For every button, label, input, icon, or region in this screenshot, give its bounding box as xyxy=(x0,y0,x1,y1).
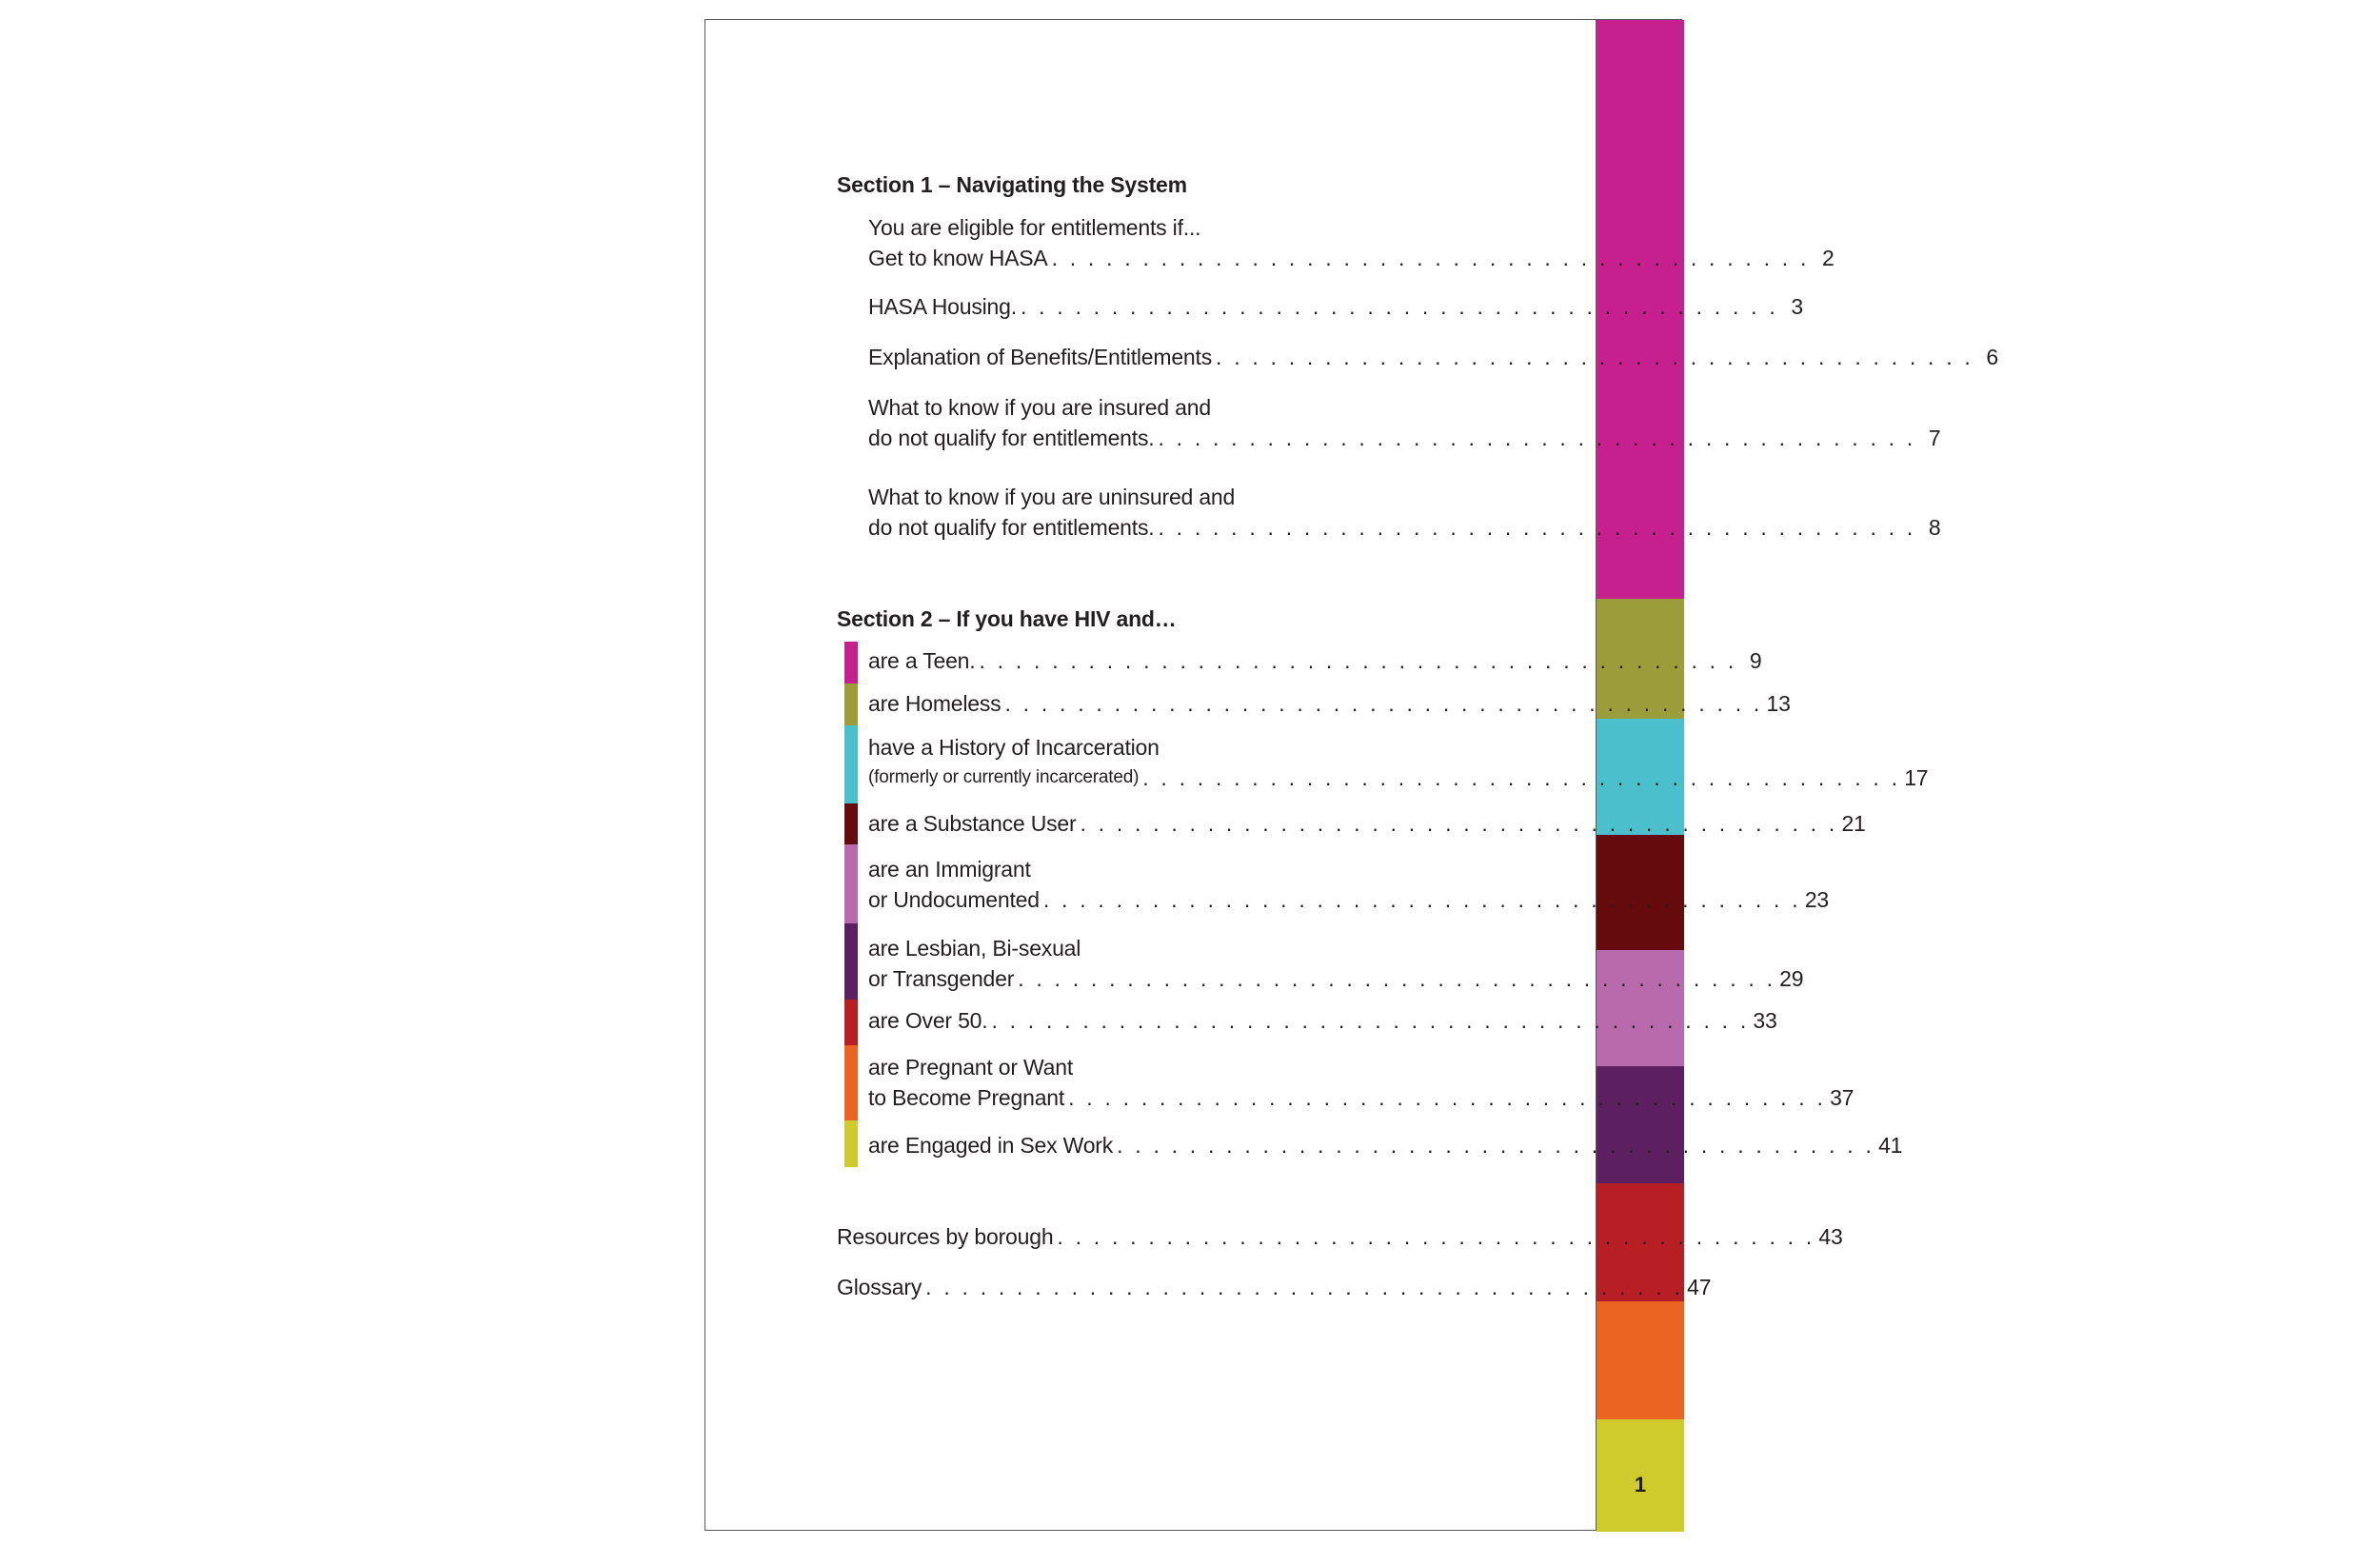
toc-page-number: 8 xyxy=(1928,515,1941,540)
toc-page-number: 21 xyxy=(1841,811,1866,836)
toc-entry-title: to Become Pregnant xyxy=(868,1085,1065,1110)
toc-page-number: 9 xyxy=(1749,648,1762,673)
toc-entry-line1: What to know if you are insured and xyxy=(868,395,1211,420)
toc-entry-line1: are Pregnant or Want xyxy=(868,1055,1074,1080)
toc-entry[interactable] xyxy=(868,1130,1903,1160)
toc-entry-resources[interactable] xyxy=(837,1221,1843,1252)
page-number: 1 xyxy=(1634,1473,1647,1496)
toc-entry-title: (formerly or currently incarcerated) xyxy=(868,767,1140,787)
toc-page-number: 6 xyxy=(1986,345,1998,369)
toc-page-number: 47 xyxy=(1687,1275,1712,1299)
dot-leader: . . . . . . . . . . . . . . . . . . . . . . . . . . . . . . . . . . . . . . . . . . xyxy=(991,1008,1750,1033)
toc-page-number: 41 xyxy=(1878,1133,1903,1158)
toc-entry-line1: are Lesbian, Bi-sexual xyxy=(868,936,1081,961)
dot-leader: . . . . . . . . . . . . . . . . . . . . . . . . . . . . . . . . . . . . . . . . . . xyxy=(1068,1085,1827,1110)
toc-entry[interactable] xyxy=(868,933,1804,994)
toc-entry-line1: What to know if you are uninsured and xyxy=(868,485,1236,509)
color-bar-pregnant xyxy=(844,1045,858,1120)
toc-entry[interactable] xyxy=(868,1005,1777,1036)
toc-entry-title: are Homeless xyxy=(868,691,1002,716)
toc-entry-title: or Undocumented xyxy=(868,887,1040,912)
dot-leader: . . . . . . . . . . . . . . . . . . . . . . . . . . . . . . . . . . . . . . . . . . xyxy=(1020,294,1778,319)
toc-entry-title: are Engaged in Sex Work xyxy=(868,1133,1114,1158)
toc-entry-line1: You are eligible for entitlements if... xyxy=(868,215,1201,240)
toc-entry-title: are Over 50. xyxy=(868,1008,988,1033)
color-bar-sex-work xyxy=(844,1120,858,1167)
toc-page-number: 17 xyxy=(1904,765,1929,790)
dot-leader: . . . . . . . . . . . . . . . . . . . . . . . . . . . . . . . . . . . . . . . . . . xyxy=(1117,1133,1875,1158)
dot-leader: . . . . . . . . . . . . . . . . . . . . . . . . . . . . . . . . . . . . . . . . . . xyxy=(1042,887,1801,912)
toc-page-number: 43 xyxy=(1818,1224,1843,1249)
toc-entry[interactable] xyxy=(868,212,1835,273)
toc-page xyxy=(704,19,1998,1531)
toc-entry[interactable] xyxy=(868,808,1866,839)
toc-entry-title: Get to know HASA xyxy=(868,246,1048,270)
toc-page-number: 2 xyxy=(1821,246,1835,270)
toc-entry[interactable] xyxy=(868,688,1791,719)
toc-page-number: 7 xyxy=(1928,426,1941,450)
toc-entry[interactable] xyxy=(868,291,1803,322)
color-bar-substance-user xyxy=(844,803,858,844)
dot-leader: . . . . . . . . . . . . . . . . . . . . . . . . . . . . . . . . . . . . . . . . . . xyxy=(1216,345,1973,369)
toc-entry-title: Glossary xyxy=(837,1275,922,1299)
dot-leader: . . . . . . . . . . . . . . . . . . . . . . . . . . . . . . . . . . . . . . . . . . xyxy=(1051,246,1810,270)
toc-entry[interactable] xyxy=(868,732,1929,793)
toc-entry[interactable] xyxy=(868,1052,1854,1113)
dot-leader: . . . . . . . . . . . . . . . . . . . . . . . . . . . . . . . . . . . . . . . . . . xyxy=(1004,691,1763,716)
toc-entry-title: Resources by borough xyxy=(837,1224,1054,1249)
toc-entry-title: do not qualify for entitlements. xyxy=(868,426,1155,450)
tab-pregnant[interactable] xyxy=(1597,1419,1684,1532)
toc-entry[interactable] xyxy=(868,342,1998,372)
toc-page-number: 29 xyxy=(1779,966,1804,991)
toc-entry[interactable] xyxy=(868,645,1762,676)
toc-entry-title: are a Substance User xyxy=(868,811,1077,836)
toc-entry[interactable] xyxy=(868,854,1830,915)
tab-over-50[interactable] xyxy=(1597,1301,1684,1419)
toc-entry-title: or Transgender xyxy=(868,966,1015,991)
dot-leader: . . . . . . . . . . . . . . . . . . . . . . . . . . . . . . . . . . . . . . . . . . xyxy=(979,648,1737,673)
dot-leader: . . . . . . . . . . . . . . . . . . . . . . . . . . . . . . . . . . . . . . . . . . xyxy=(1018,966,1776,991)
section-1-heading: Section 1 – Navigating the System xyxy=(837,172,1187,197)
color-bar-lgbt xyxy=(844,923,858,1000)
toc-entry[interactable] xyxy=(868,482,1941,543)
toc-page-number: 33 xyxy=(1753,1008,1777,1033)
toc-entry-title: HASA Housing. xyxy=(868,294,1017,319)
toc-page-number: 13 xyxy=(1766,691,1791,716)
toc-entry-line1: are an Immigrant xyxy=(868,857,1031,882)
color-bar-over-50 xyxy=(844,1000,858,1045)
dot-leader: . . . . . . . . . . . . . . . . . . . . . . . . . . . . . . . . . . . . . . . . . . xyxy=(1080,811,1838,836)
toc-page-number: 3 xyxy=(1791,294,1803,319)
dot-leader: . . . . . . . . . . . . . . . . . . . . . . . . . . . . . . . . . . . . . . . . . . xyxy=(1158,515,1916,540)
toc-entry-title: do not qualify for entitlements. xyxy=(868,515,1155,540)
toc-entry-glossary[interactable] xyxy=(837,1272,1712,1302)
color-bar-immigrant xyxy=(844,844,858,923)
color-bar-homeless xyxy=(844,684,858,725)
toc-entry[interactable] xyxy=(868,392,1941,453)
toc-entry-title: are a Teen. xyxy=(868,648,976,673)
dot-leader: . . . . . . . . . . . . . . . . . . . . . . . . . . . . . . . . . . . . . . . . . . xyxy=(1057,1224,1815,1249)
color-bar-incarceration xyxy=(844,725,858,803)
color-bar-teen xyxy=(844,642,858,684)
toc-entry-title: Explanation of Benefits/Entitlements xyxy=(868,345,1213,369)
toc-page-number: 37 xyxy=(1830,1085,1854,1110)
section-2-heading: Section 2 – If you have HIV and… xyxy=(837,606,1177,631)
toc-entry-line1: have a History of Incarceration xyxy=(868,735,1160,760)
dot-leader: . . . . . . . . . . . . . . . . . . . . . . . . . . . . . . . . . . . . . . . . . . xyxy=(925,1275,1684,1299)
toc-page-number: 23 xyxy=(1804,887,1830,912)
dot-leader: . . . . . . . . . . . . . . . . . . . . . . . . . . . . . . . . . . . . . . . . . . xyxy=(1158,426,1916,450)
dot-leader: . . . . . . . . . . . . . . . . . . . . . . . . . . . . . . . . . . . . . . . . . . xyxy=(1142,765,1901,790)
